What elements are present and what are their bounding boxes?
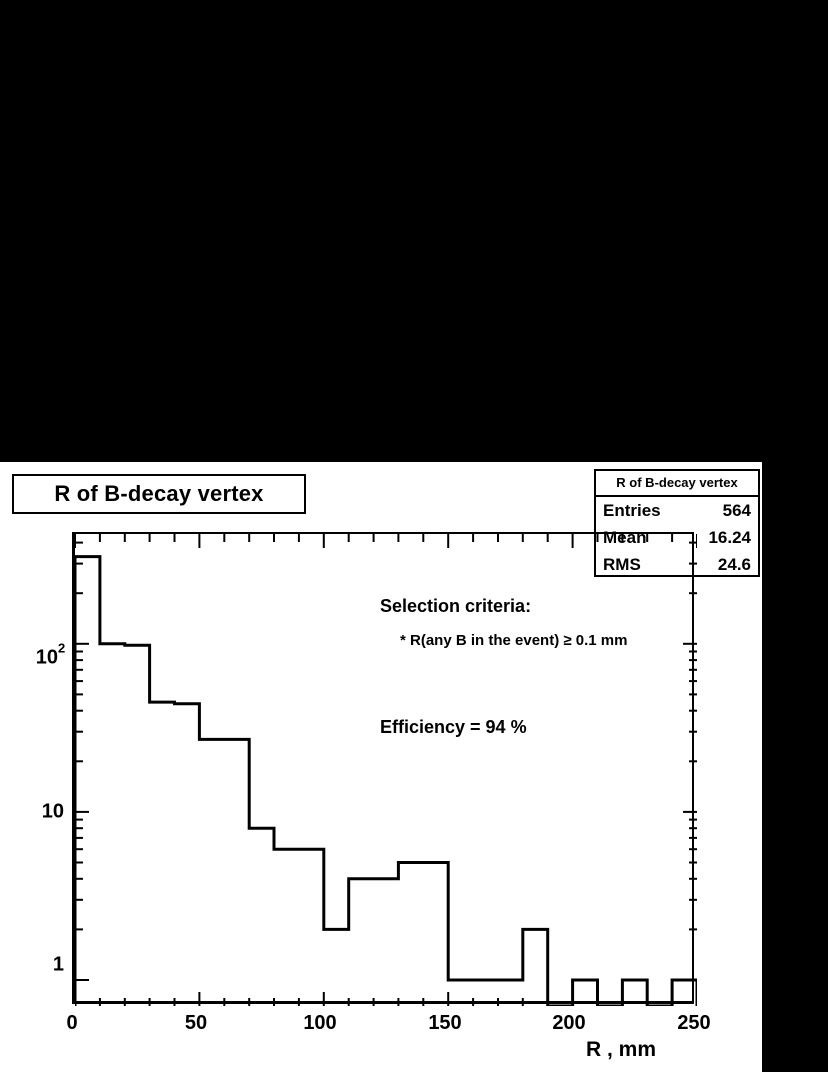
page-title: R of B-decay vertex [54, 481, 264, 506]
y-tick-label: 10 [41, 800, 64, 823]
plot-title-box [12, 474, 306, 514]
x-tick-label: 150 [428, 1012, 462, 1034]
annotation-efficiency: Efficiency = 94 % [380, 717, 527, 737]
x-axis-label: R , mm [586, 1038, 657, 1061]
stats-label: RMS [603, 555, 641, 574]
x-tick-marks [75, 534, 697, 1006]
x-tick-label: 200 [552, 1012, 586, 1034]
y-tick-label: 1 [52, 953, 64, 976]
stats-label: Entries [603, 501, 661, 520]
stats-value: 24.6 [717, 555, 751, 574]
stats-value: 16.24 [708, 528, 751, 547]
annotation-selection-item: * R(any B in the event) ≥ 0.1 mm [400, 632, 628, 649]
annotation-selection-header: Selection criteria: [380, 596, 532, 616]
x-tick-label: 50 [184, 1012, 208, 1034]
y-tick-label-exponent: 2 [58, 640, 66, 656]
y-tick-label-exp-base: 10 [35, 646, 58, 669]
histogram-outline [75, 557, 697, 1006]
stats-label: Mean [603, 528, 647, 547]
y-tick-marks [75, 543, 697, 980]
x-tick-label: 250 [677, 1012, 711, 1034]
stats-row [596, 497, 758, 524]
histogram-svg [75, 534, 697, 1006]
stats-value: 564 [722, 501, 751, 520]
x-tick-label: 0 [66, 1012, 78, 1034]
plot-canvas [0, 462, 762, 1072]
stats-title: R of B-decay vertex [596, 471, 758, 497]
x-tick-label: 100 [303, 1012, 337, 1034]
plot-frame [72, 532, 694, 1004]
